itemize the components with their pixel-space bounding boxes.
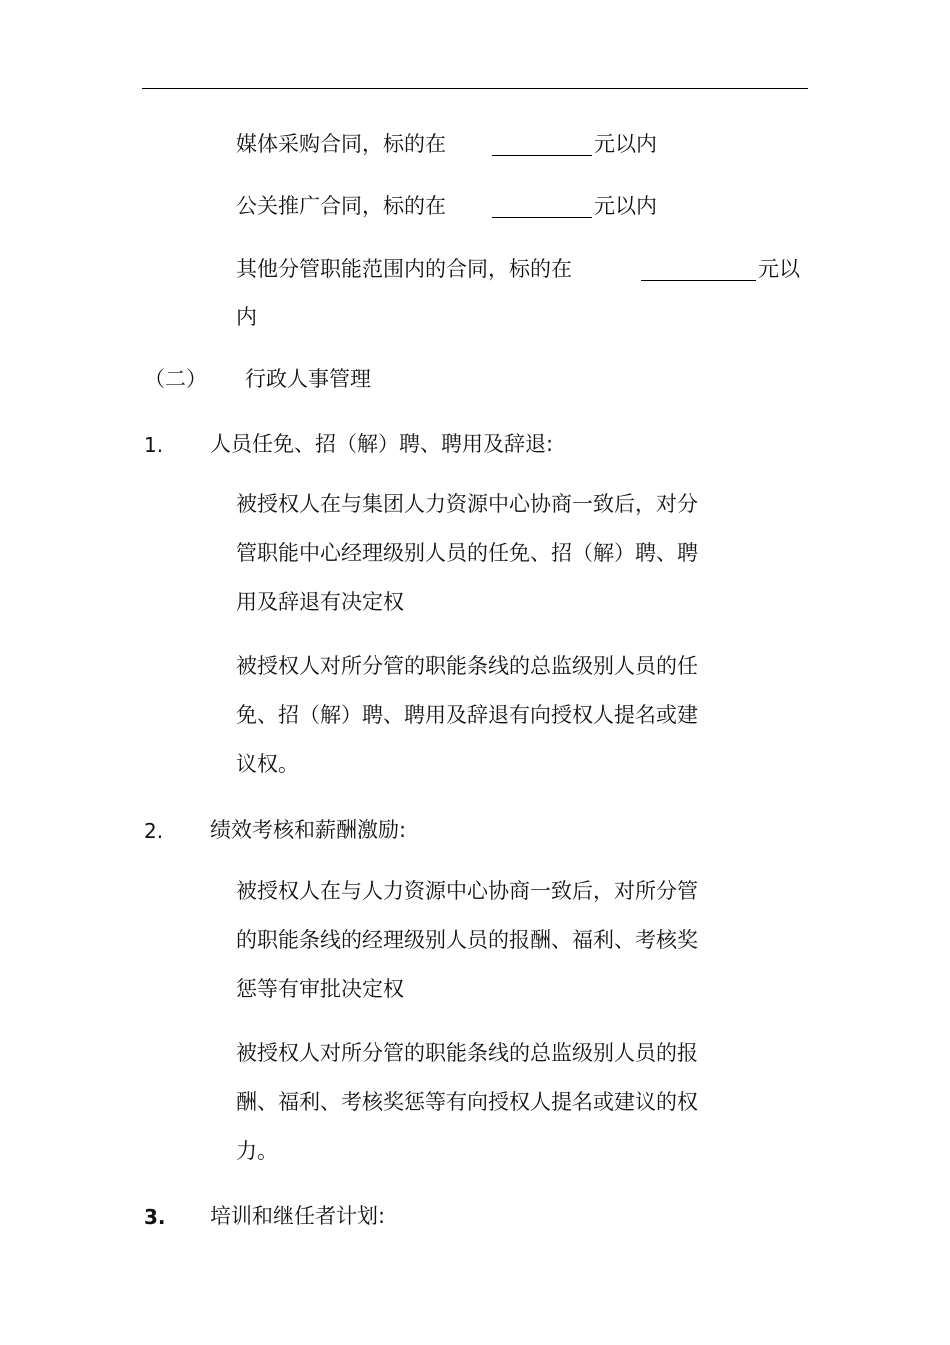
paragraph-line: 惩等有审批决定权: [236, 977, 404, 1001]
media-contract-suffix: 元以内: [594, 132, 657, 156]
item-number: 1.: [144, 433, 164, 457]
other-contract-suffix: 元以: [758, 257, 800, 281]
pr-contract-suffix: 元以内: [594, 194, 657, 218]
header-rule: [142, 88, 808, 89]
other-contract-suffix-wrap: 内: [236, 305, 257, 329]
pr-contract-label: 公关推广合同，标的在: [236, 194, 446, 218]
paragraph: [236, 642, 698, 789]
paragraph-line: 力。: [236, 1139, 278, 1163]
paragraph: [236, 1029, 698, 1176]
item-title: 人员任免、招（解）聘、聘用及辞退:: [210, 432, 554, 456]
item-number: 3.: [144, 1205, 166, 1229]
media-contract-label: 媒体采购合同，标的在: [236, 132, 446, 156]
item-title: 绩效考核和薪酬激励:: [210, 818, 407, 842]
paragraph-line: 被授权人在与集团人力资源中心协商一致后，对分: [236, 492, 698, 516]
item-number: 2.: [144, 819, 164, 843]
media-amount-blank[interactable]: [492, 155, 592, 156]
pr-amount-blank[interactable]: [492, 217, 592, 218]
other-contract-label: 其他分管职能范围内的合同，标的在: [236, 257, 572, 281]
paragraph-line: 免、招（解）聘、聘用及辞退有向授权人提名或建: [236, 703, 698, 727]
paragraph: [236, 480, 698, 627]
section-marker: （二）: [144, 367, 207, 391]
paragraph-line: 酬、福利、考核奖惩等有向授权人提名或建议的权: [236, 1090, 698, 1114]
paragraph-line: 的职能条线的经理级别人员的报酬、福利、考核奖: [236, 928, 698, 952]
paragraph-line: 用及辞退有决定权: [236, 590, 404, 614]
paragraph: [236, 867, 698, 1014]
paragraph-line: 被授权人对所分管的职能条线的总监级别人员的报: [236, 1041, 698, 1065]
paragraph-line: 被授权人对所分管的职能条线的总监级别人员的任: [236, 654, 698, 678]
item-title: 培训和继任者计划:: [210, 1204, 386, 1228]
other-amount-blank[interactable]: [641, 280, 756, 281]
paragraph-line: 议权。: [236, 752, 299, 776]
paragraph-line: 管职能中心经理级别人员的任免、招（解）聘、聘: [236, 541, 698, 565]
paragraph-line: 被授权人在与人力资源中心协商一致后，对所分管: [236, 879, 698, 903]
section-title: 行政人事管理: [245, 367, 371, 391]
